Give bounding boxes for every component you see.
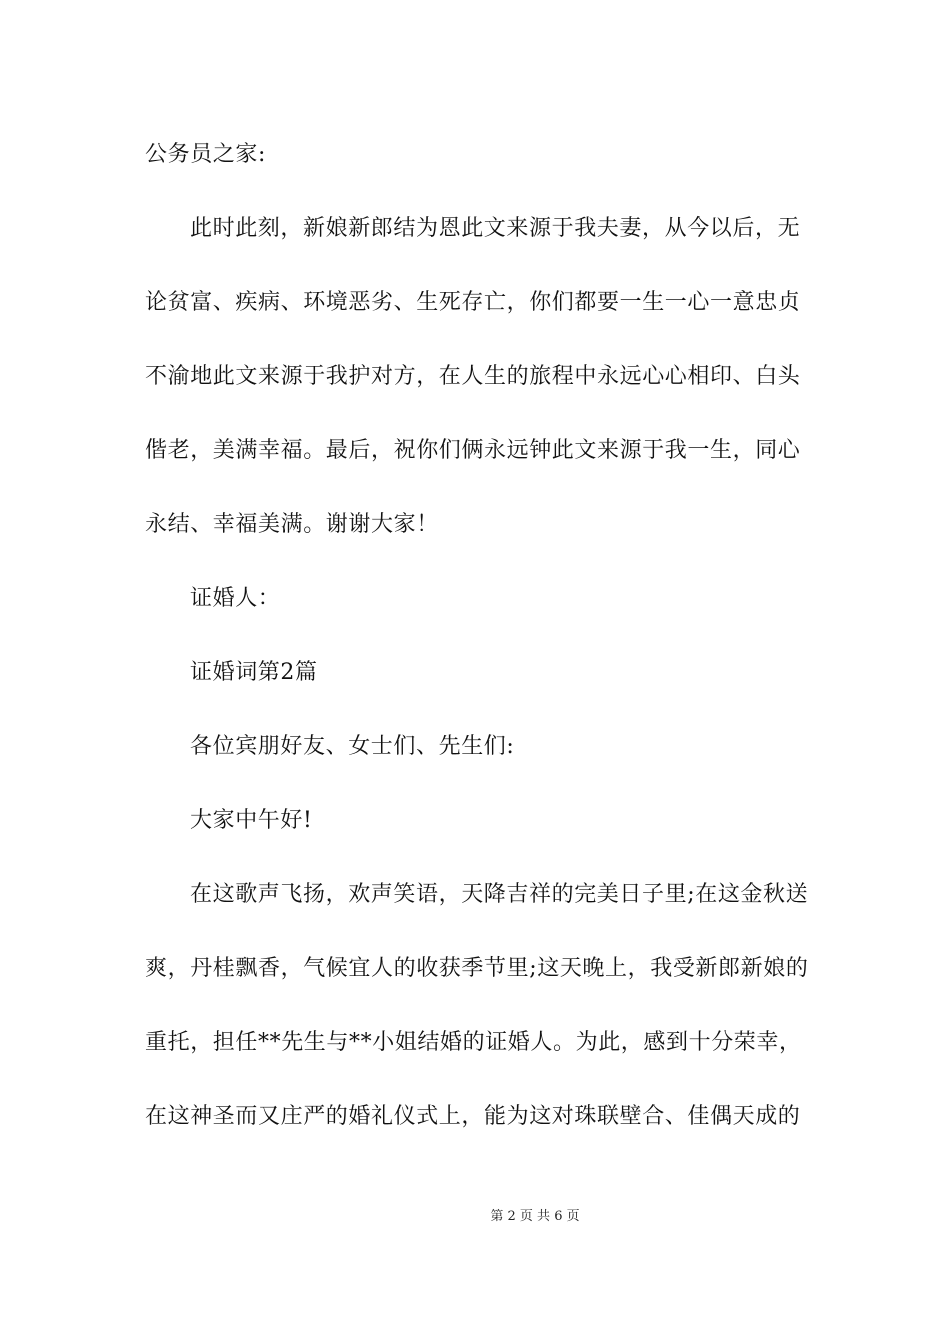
page-number: 第 2 页 共 6 页: [490, 1209, 580, 1224]
paragraph-line: 在这歌声飞扬，欢声笑语，天降吉祥的完美日子里;在这金秋送: [190, 882, 809, 907]
paragraph-line: 不渝地此文来源于我护对方，在人生的旅程中永远心心相印、白头: [145, 364, 801, 389]
paragraph-line: 爽，丹桂飘香，气候宜人的收获季节里;这天晚上，我受新郎新娘的: [145, 956, 809, 981]
signature-label: 证婚人：: [190, 586, 281, 611]
paragraph-line: 在这神圣而又庄严的婚礼仪式上，能为这对珠联壁合、佳偶天成的: [145, 1104, 801, 1129]
section-title: 证婚词第2篇: [190, 660, 318, 685]
paragraph-line: 重托，担任**先生与**小姐结婚的证婚人。为此，感到十分荣幸，: [145, 1030, 802, 1055]
greeting-line: 各位宾朋好友、女士们、先生们:: [190, 734, 515, 759]
paragraph-line: 偕老，美满幸福。最后，祝你们俩永远钟此文来源于我一生，同心: [145, 438, 801, 463]
paragraph-line: 论贫富、疾病、环境恶劣、生死存亡，你们都要一生一心一意忠贞: [145, 290, 801, 315]
paragraph-line: 此时此刻，新娘新郎结为恩此文来源于我夫妻，从今以后，无: [190, 216, 801, 241]
paragraph-line: 永结、幸福美满。谢谢大家！: [145, 512, 439, 537]
greeting-line: 大家中午好!: [190, 808, 313, 833]
text-line: 公务员之家:: [145, 142, 267, 167]
